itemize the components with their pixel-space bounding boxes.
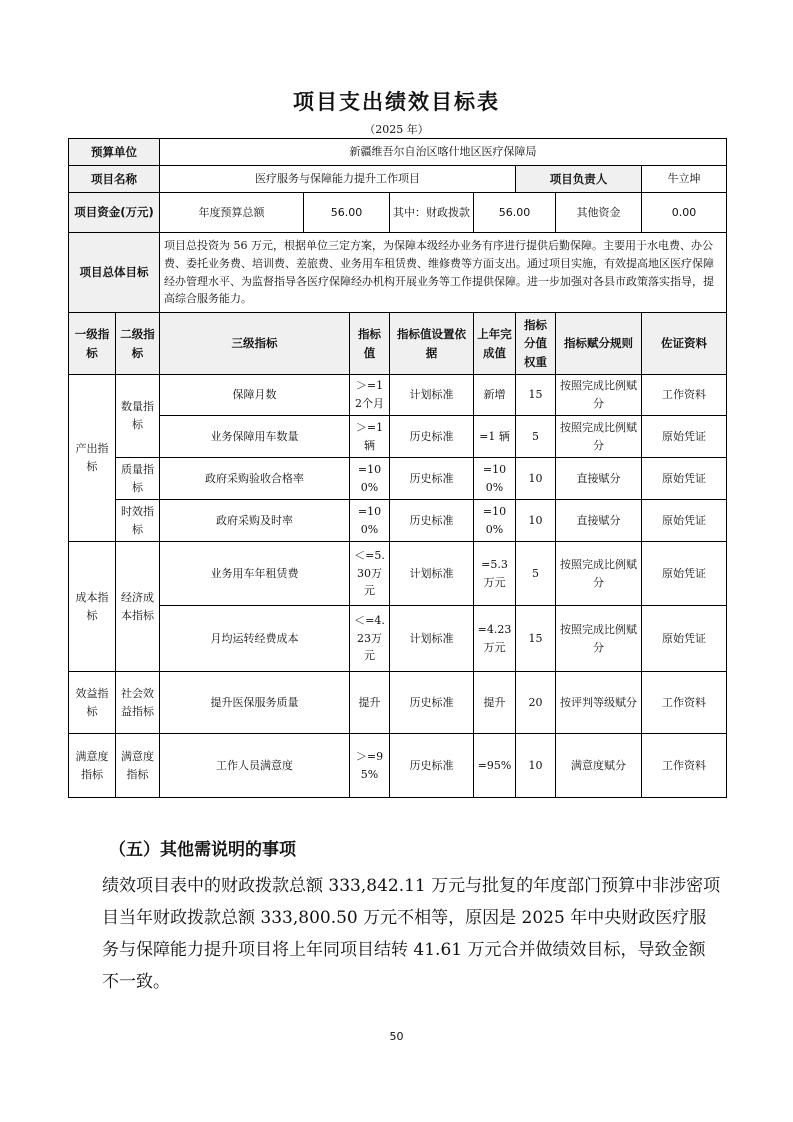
performance-table bbox=[68, 138, 727, 798]
row-value: ＞=1辆 bbox=[350, 416, 390, 458]
group-quantity: 数量指标 bbox=[116, 375, 160, 458]
row-rule: 按照完成比例赋分 bbox=[556, 542, 642, 606]
row-evidence: 原始凭证 bbox=[642, 606, 727, 672]
group-economic-cost: 经济成本指标 bbox=[116, 542, 160, 672]
col-basis: 指标值设置依据 bbox=[390, 313, 474, 375]
row-last-year: =100% bbox=[474, 500, 516, 542]
row-value: ＞=95% bbox=[350, 734, 390, 798]
section-heading: （五）其他需说明的事项 bbox=[109, 840, 296, 860]
row-last-year: =100% bbox=[474, 458, 516, 500]
row-value: ＜=4.23万元 bbox=[350, 606, 390, 672]
row-rule: 满意度赋分 bbox=[556, 734, 642, 798]
group-timeliness: 时效指标 bbox=[116, 500, 160, 542]
row-last-year: =5.3万元 bbox=[474, 542, 516, 606]
group-quality: 质量指标 bbox=[116, 458, 160, 500]
other-funds-value: 0.00 bbox=[642, 193, 727, 233]
row-weight: 15 bbox=[516, 375, 556, 416]
body-paragraph-text: 绩效项目表中的财政拨款总额 333,842.11 万元与批复的年度部门预算中非涉密项目当年财政拨款总额 333,800.50 万元不相等，原因是 2025 年中央财政医疗服务与保障能力提升项目将上年同项目结转 41.61 万元合并做绩效目标，导致金额不一致。 bbox=[102, 876, 721, 992]
row-basis: 历史标准 bbox=[390, 672, 474, 734]
row-rule: 直接赋分 bbox=[556, 500, 642, 542]
col-weight: 指标分值权重 bbox=[516, 313, 556, 375]
col-last-year: 上年完成值 bbox=[474, 313, 516, 375]
row-value: 提升 bbox=[350, 672, 390, 734]
table-row bbox=[69, 606, 727, 672]
row-last-year: 提升 bbox=[474, 672, 516, 734]
row-rule: 按照完成比例赋分 bbox=[556, 375, 642, 416]
row-evidence: 原始凭证 bbox=[642, 542, 727, 606]
row-evidence: 工作资料 bbox=[642, 672, 727, 734]
row-rule: 按照完成比例赋分 bbox=[556, 416, 642, 458]
overall-goal-label: 项目总体目标 bbox=[69, 233, 160, 313]
row-rule: 直接赋分 bbox=[556, 458, 642, 500]
body-paragraph bbox=[102, 870, 722, 998]
row-level3: 提升医保服务质量 bbox=[160, 672, 350, 734]
row-level3: 月均运转经费成本 bbox=[160, 606, 350, 672]
row-last-year: =1 辆 bbox=[474, 416, 516, 458]
group-social-benefit: 社会效益指标 bbox=[116, 672, 160, 734]
group-output: 产出指标 bbox=[69, 375, 116, 542]
row-value: =100% bbox=[350, 458, 390, 500]
project-name-label: 项目名称 bbox=[69, 166, 160, 193]
annual-budget-label: 年度预算总额 bbox=[160, 193, 304, 233]
row-evidence: 原始凭证 bbox=[642, 458, 727, 500]
col-level3: 三级指标 bbox=[160, 313, 350, 375]
row-basis: 计划标准 bbox=[390, 542, 474, 606]
annual-budget-value: 56.00 bbox=[304, 193, 390, 233]
project-name-value: 医疗服务与保障能力提升工作项目 bbox=[160, 166, 516, 193]
funds-label: 项目资金(万元) bbox=[69, 193, 160, 233]
table-row bbox=[69, 672, 727, 734]
page-title: 项目支出绩效目标表 bbox=[293, 90, 500, 114]
row-basis: 历史标准 bbox=[390, 458, 474, 500]
row-level3: 业务保障用车数量 bbox=[160, 416, 350, 458]
row-rule: 按照完成比例赋分 bbox=[556, 606, 642, 672]
fiscal-label: 其中：财政拨款 bbox=[390, 193, 474, 233]
row-basis: 历史标准 bbox=[390, 416, 474, 458]
row-weight: 5 bbox=[516, 416, 556, 458]
row-weight: 5 bbox=[516, 542, 556, 606]
fiscal-value: 56.00 bbox=[474, 193, 556, 233]
row-basis: 历史标准 bbox=[390, 734, 474, 798]
col-rule: 指标赋分规则 bbox=[556, 313, 642, 375]
project-lead-value: 牛立坤 bbox=[642, 166, 727, 193]
group-cost: 成本指标 bbox=[69, 542, 116, 672]
row-level3: 政府采购验收合格率 bbox=[160, 458, 350, 500]
row-last-year: =4.23万元 bbox=[474, 606, 516, 672]
row-weight: 10 bbox=[516, 734, 556, 798]
project-lead-label: 项目负责人 bbox=[516, 166, 642, 193]
group-benefit: 效益指标 bbox=[69, 672, 116, 734]
group-satisfaction-level2: 满意度指标 bbox=[116, 734, 160, 798]
row-weight: 10 bbox=[516, 458, 556, 500]
col-level2: 二级指标 bbox=[116, 313, 160, 375]
col-value: 指标值 bbox=[350, 313, 390, 375]
row-last-year: 新增 bbox=[474, 375, 516, 416]
row-evidence: 原始凭证 bbox=[642, 416, 727, 458]
row-level3: 工作人员满意度 bbox=[160, 734, 350, 798]
row-last-year: =95% bbox=[474, 734, 516, 798]
row-level3: 保障月数 bbox=[160, 375, 350, 416]
row-basis: 计划标准 bbox=[390, 375, 474, 416]
row-weight: 10 bbox=[516, 500, 556, 542]
row-evidence: 原始凭证 bbox=[642, 500, 727, 542]
table-row bbox=[69, 500, 727, 542]
table-row bbox=[69, 375, 727, 416]
row-basis: 计划标准 bbox=[390, 606, 474, 672]
overall-goal-text: 项目总投资为 56 万元，根据单位三定方案，为保障本级经办业务有序进行提供后勤保障。主要用于水电费、办公费、委托业务费、培训费、差旅费、业务用车租赁费、维修费等方面支出。通过项目实施，有效提高地区医疗保障经办管理水平、为监督指导各医疗保障经办机构开展业务等工作提供保障。进一步加强对各县市政策落实指导，提高综合服务能力。 bbox=[160, 233, 727, 313]
row-level3: 政府采购及时率 bbox=[160, 500, 350, 542]
row-level3: 业务用车年租赁费 bbox=[160, 542, 350, 606]
col-level1: 一级指标 bbox=[69, 313, 116, 375]
table-row bbox=[69, 416, 727, 458]
budget-unit-value: 新疆维吾尔自治区喀什地区医疗保障局 bbox=[160, 139, 727, 166]
group-satisfaction: 满意度指标 bbox=[69, 734, 116, 798]
row-evidence: 工作资料 bbox=[642, 734, 727, 798]
row-weight: 20 bbox=[516, 672, 556, 734]
row-value: ＜=5.30万元 bbox=[350, 542, 390, 606]
col-evidence: 佐证资料 bbox=[642, 313, 727, 375]
table-row bbox=[69, 542, 727, 606]
budget-unit-label: 预算单位 bbox=[69, 139, 160, 166]
table-row bbox=[69, 458, 727, 500]
row-value: =100% bbox=[350, 500, 390, 542]
row-value: ＞=12个月 bbox=[350, 375, 390, 416]
year-label: （2025 年） bbox=[364, 123, 429, 136]
row-weight: 15 bbox=[516, 606, 556, 672]
row-rule: 按评判等级赋分 bbox=[556, 672, 642, 734]
table-row bbox=[69, 734, 727, 798]
row-basis: 历史标准 bbox=[390, 500, 474, 542]
row-evidence: 工作资料 bbox=[642, 375, 727, 416]
page-number: 50 bbox=[389, 1030, 404, 1043]
other-funds-label: 其他资金 bbox=[556, 193, 642, 233]
